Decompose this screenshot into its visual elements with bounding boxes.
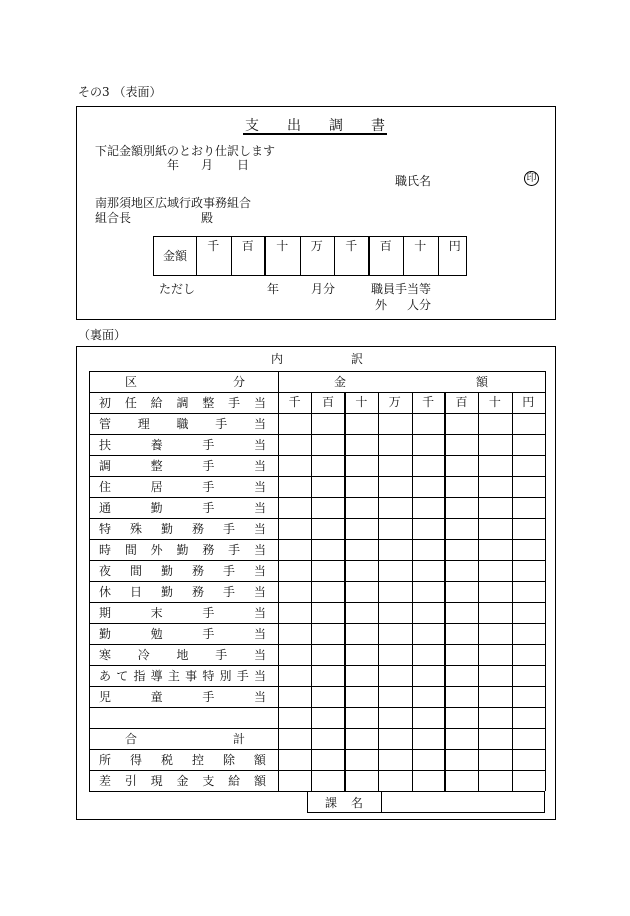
row-divider xyxy=(89,623,545,624)
amount-column-divider xyxy=(412,392,413,791)
table-row-label: 時 間 外 勤 務 手 当 xyxy=(99,543,266,557)
row-divider xyxy=(89,434,545,435)
category-column-divider xyxy=(278,371,279,791)
section-name-divider xyxy=(381,791,382,813)
unit-header-label: 万 xyxy=(388,395,401,409)
amount-unit-label: 千 xyxy=(207,239,220,253)
seal-mark: 印 xyxy=(524,171,539,186)
proviso-month-portion: 月分 xyxy=(311,282,336,296)
allowance-label: 職員手当等 xyxy=(371,282,432,296)
table-row-label: 特 殊 勤 務 手 当 xyxy=(99,522,266,536)
addressee-title: 組合長 xyxy=(95,211,132,225)
row-divider xyxy=(89,686,545,687)
table-row-label: 期 末 手 当 xyxy=(99,606,266,620)
proviso-label: ただし xyxy=(159,282,196,296)
row-divider xyxy=(89,770,545,771)
amount-column-divider xyxy=(344,392,346,791)
table-row-label: 寒 冷 地 手 当 xyxy=(99,648,266,662)
front-section-label: その3 （表面） xyxy=(78,85,162,99)
table-row-label: 差 引 現 金 支 給 額 xyxy=(99,774,266,788)
date-day: 日 xyxy=(237,158,250,172)
table-row-label: 調 整 手 当 xyxy=(99,459,266,473)
amount-label: 金額 xyxy=(162,249,187,263)
table-right-border xyxy=(545,371,546,791)
expenditure-statement-form xyxy=(76,106,556,320)
date-month: 月 xyxy=(201,158,214,172)
amount-unit-label: 十 xyxy=(414,239,427,253)
row-divider xyxy=(89,665,545,666)
amount-box xyxy=(153,236,467,276)
statement-text: 下記金額別紙のとおり仕訳します xyxy=(95,144,276,158)
official-name-label: 職氏名 xyxy=(395,174,432,188)
persons-label: 人分 xyxy=(407,298,432,312)
category-header: 区 分 xyxy=(125,375,245,389)
row-divider xyxy=(89,518,545,519)
amount-header: 金 額 xyxy=(334,375,488,389)
amount-unit-label: 百 xyxy=(241,239,254,253)
table-row-label: 通 勤 手 当 xyxy=(99,501,266,515)
amount-unit-label: 千 xyxy=(345,239,358,253)
table-row-label: 初 任 給 調 整 手 当 xyxy=(99,396,266,410)
table-row-label: 扶 養 手 当 xyxy=(99,438,266,452)
amount-unit-label: 百 xyxy=(379,239,392,253)
breakdown-title: 内 訳 xyxy=(271,352,363,366)
unit-header-label: 百 xyxy=(455,395,468,409)
table-left-border xyxy=(89,371,90,791)
row-divider xyxy=(89,602,545,603)
amount-column-divider xyxy=(444,392,446,791)
amount-column-divider xyxy=(378,392,379,791)
addressee-organization: 南那須地区広域行政事務組合 xyxy=(95,196,252,210)
title-underline xyxy=(243,133,387,135)
table-row-label: あ て 指 導 主 事 特 別 手 当 xyxy=(99,669,266,683)
row-divider xyxy=(89,728,545,729)
honorific: 殿 xyxy=(201,211,214,225)
unit-header-label: 十 xyxy=(355,395,368,409)
table-row-label: 管 理 職 手 当 xyxy=(99,417,266,431)
row-divider xyxy=(89,413,545,414)
section-name-label: 課 名 xyxy=(325,796,363,810)
table-top-border xyxy=(89,371,545,372)
unit-header-label: 円 xyxy=(522,395,535,409)
row-divider xyxy=(89,539,545,540)
row-divider xyxy=(89,644,545,645)
amount-column-divider xyxy=(512,392,513,791)
table-row-label: 休 日 勤 務 手 当 xyxy=(99,585,266,599)
unit-header-label: 百 xyxy=(322,395,335,409)
proviso-year: 年 xyxy=(267,282,280,296)
outside-label: 外 xyxy=(375,298,388,312)
row-divider xyxy=(89,476,545,477)
table-row-label: 合 計 xyxy=(125,732,245,746)
table-row-label: 児 童 手 当 xyxy=(99,690,266,704)
row-divider xyxy=(89,455,545,456)
amount-column-divider xyxy=(478,392,479,791)
amount-column-divider xyxy=(311,392,312,791)
row-divider xyxy=(89,497,545,498)
breakdown-form xyxy=(76,346,556,820)
table-row-label: 住 居 手 当 xyxy=(99,480,266,494)
table-row-label: 勤 勉 手 当 xyxy=(99,627,266,641)
amount-unit-label: 万 xyxy=(310,239,323,253)
document-title: 支 出 調 書 xyxy=(245,118,385,134)
amount-unit-label: 円 xyxy=(448,239,461,253)
unit-header-label: 千 xyxy=(288,395,301,409)
row-divider xyxy=(89,560,545,561)
table-row-label: 所 得 税 控 除 額 xyxy=(99,753,266,767)
header-divider xyxy=(89,392,545,393)
back-section-label: （裏面） xyxy=(78,328,127,342)
table-row-label: 夜 間 勤 務 手 当 xyxy=(99,564,266,578)
row-divider xyxy=(89,707,545,708)
row-divider xyxy=(89,581,545,582)
unit-header-label: 千 xyxy=(422,395,435,409)
amount-unit-label: 十 xyxy=(276,239,289,253)
date-year: 年 xyxy=(167,158,180,172)
row-divider xyxy=(89,749,545,750)
unit-header-label: 十 xyxy=(488,395,501,409)
